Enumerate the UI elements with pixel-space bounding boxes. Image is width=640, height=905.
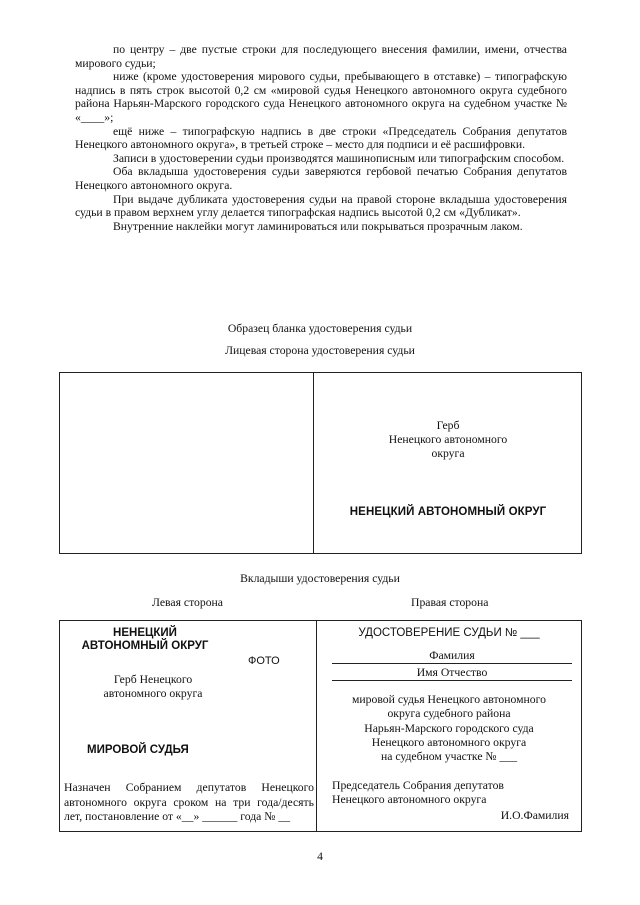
chair-line: Ненецкого автономного округа [332, 793, 487, 807]
body-text [75, 43, 567, 233]
name-line: Имя Отчество [332, 666, 572, 681]
insert-left-panel [60, 621, 316, 831]
judge-line: Ненецкого автономного округа [371, 735, 527, 749]
front-region-title: НЕНЕЦКИЙ АВТОНОМНЫЙ ОКРУГ [349, 506, 547, 518]
front-caption: Лицевая сторона удостоверения судьи [225, 344, 415, 357]
judge-line: округа судебного района [387, 707, 511, 721]
front-cover-sample [59, 372, 582, 554]
judge-line: Нарьян-Марского городского суда [364, 721, 534, 735]
paragraph: ещё ниже – типографскую надпись в две строки «Председатель Собрания депутатов Ненецкого автономного округа», в третьей строке – место для подписи и её расшифровки. [75, 124, 567, 152]
right-side-label: Правая сторона [411, 596, 489, 609]
front-coat-of-arms-text [314, 419, 582, 461]
coat-line: Герб [436, 419, 460, 432]
signature-name: И.О.Фамилия [500, 809, 569, 822]
chair-line: Председатель Собрания депутатов [332, 779, 504, 792]
certificate-title: УДОСТОВЕРЕНИЕ СУДЬИ № ___ [358, 627, 540, 639]
coat-line: Ненецкого автономного [388, 433, 508, 446]
appointment-text: Назначен Собранием депутатов Ненецкого автономного округа сроком на три года/десять лет, постановление от «__» ______ года № __ [64, 781, 314, 823]
paragraph: Внутренние наклейки могут ламинироваться или покрываться прозрачным лаком. [113, 219, 523, 233]
region-line: АВТОНОМНЫЙ ОКРУГ [81, 640, 209, 652]
insert-sample [59, 620, 582, 832]
coat-line: округа [431, 447, 465, 460]
photo-placeholder: ФОТО [248, 655, 280, 667]
coat-line: автономного округа [103, 687, 203, 700]
surname-line: Фамилия [332, 649, 572, 664]
paragraph: по центру – две пустые строки для последующего внесения фамилии, имени, отчества мирового судьи; [75, 43, 567, 70]
paragraph: ниже (кроме удостоверения мирового судьи, пребывающего в отставке) – типографскую надпись в пять строк высотой 0,2 см «мировой судья Ненецкого автономного округа судебного района Нарьян-Марского городского суда Ненецкого автономного округа на судебном участке № «____»; [75, 70, 567, 124]
left-side-label: Левая сторона [152, 596, 223, 609]
insert-right-panel [317, 621, 581, 831]
insert-region-title [70, 627, 220, 653]
page-number: 4 [317, 850, 323, 863]
paragraph: Записи в удостоверении судьи производятся машинописным или типографским способом. [113, 151, 565, 165]
insert-coat-of-arms-text [60, 673, 246, 701]
inserts-caption: Вкладыши удостоверения судьи [240, 572, 400, 585]
paragraph: Оба вкладыша удостоверения судьи заверяются гербовой печатью Собрания депутатов Ненецкого автономного округа. [75, 165, 567, 192]
judge-position-text [317, 693, 581, 764]
judge-line: мировой судья Ненецкого автономного [352, 693, 546, 706]
judge-title: МИРОВОЙ СУДЬЯ [87, 744, 189, 756]
judge-line: на судебном участке № ___ [380, 750, 518, 764]
chairman-text [332, 779, 572, 808]
coat-line: Герб Ненецкого [113, 673, 193, 686]
paragraph: При выдаче дубликата удостоверения судьи на правой стороне вкладыша удостоверения судьи в правом верхнем углу делается типографская надпись высотой 0,2 см «Дубликат». [75, 192, 567, 220]
front-right-panel [314, 373, 582, 553]
sample-caption: Образец бланка удостоверения судьи [227, 322, 413, 335]
region-line: НЕНЕЦКИЙ [113, 627, 177, 639]
